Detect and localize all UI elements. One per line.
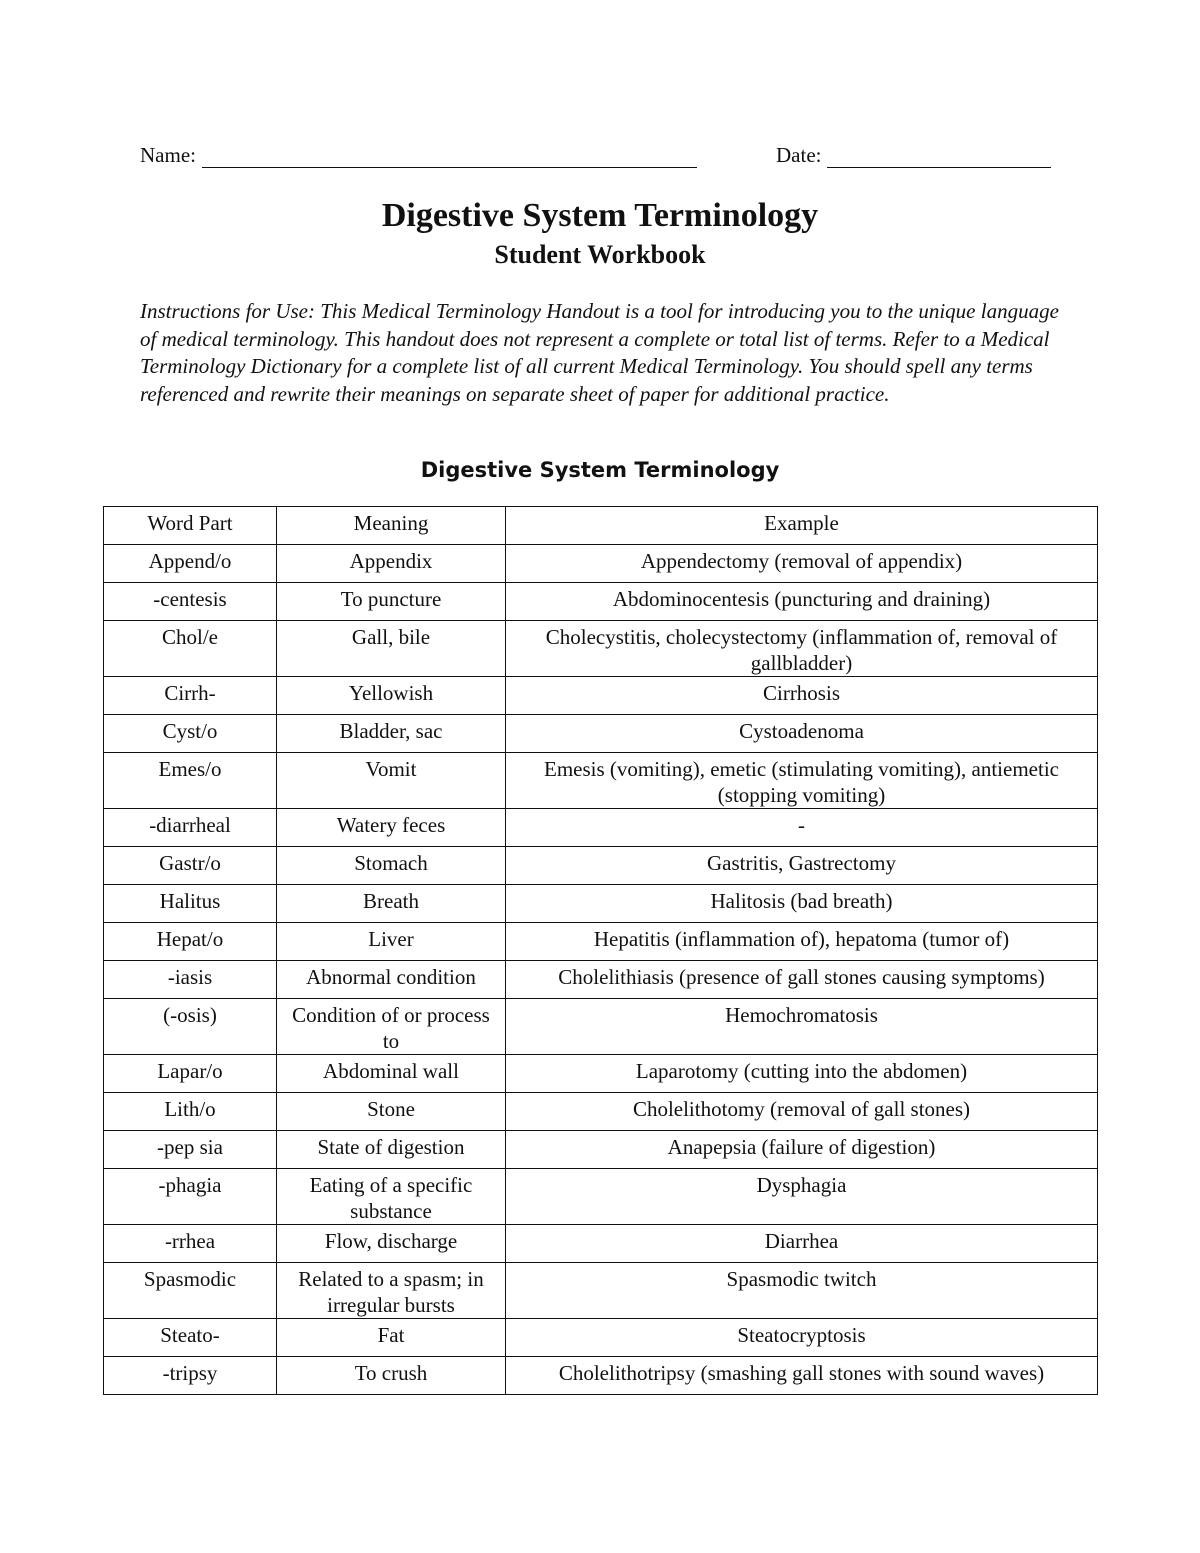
example-cell: Halitosis (bad breath) (506, 885, 1098, 923)
meaning-cell: Eating of a specific substance (277, 1169, 506, 1225)
table-row (104, 1225, 1098, 1263)
meaning-cell: Condition of or process to (277, 999, 506, 1055)
table-row (104, 809, 1098, 847)
word-part-cell: Gastr/o (104, 847, 277, 885)
meaning-cell: Abdominal wall (277, 1055, 506, 1093)
example-cell: Hepatitis (inflammation of), hepatoma (tumor of) (506, 923, 1098, 961)
word-part-cell: -diarrheal (104, 809, 277, 847)
meaning-cell: Stone (277, 1093, 506, 1131)
meaning-cell: Yellowish (277, 677, 506, 715)
date-label: Date: (776, 143, 822, 167)
meaning-cell: Bladder, sac (277, 715, 506, 753)
word-part-cell: Hepat/o (104, 923, 277, 961)
word-part-cell: Steato- (104, 1319, 277, 1357)
meaning-cell: Breath (277, 885, 506, 923)
header-word-part: Word Part (104, 507, 277, 545)
date-field (776, 143, 1051, 168)
table-row (104, 1093, 1098, 1131)
meaning-cell: Gall, bile (277, 621, 506, 677)
meaning-cell: State of digestion (277, 1131, 506, 1169)
example-cell: Anapepsia (failure of digestion) (506, 1131, 1098, 1169)
meaning-cell: Liver (277, 923, 506, 961)
meaning-cell: Vomit (277, 753, 506, 809)
page-title: Digestive System Terminology (381, 197, 819, 234)
table-row (104, 999, 1098, 1055)
example-cell: Cholelithotomy (removal of gall stones) (506, 1093, 1098, 1131)
meaning-cell: Stomach (277, 847, 506, 885)
meaning-cell: To puncture (277, 583, 506, 621)
table-row (104, 1263, 1098, 1319)
table-row (104, 1357, 1098, 1395)
word-part-cell: Cirrh- (104, 677, 277, 715)
table-row (104, 715, 1098, 753)
header-meaning: Meaning (277, 507, 506, 545)
table-row (104, 1319, 1098, 1357)
word-part-cell: -tripsy (104, 1357, 277, 1395)
word-part-cell: -iasis (104, 961, 277, 999)
word-part-cell: (-osis) (104, 999, 277, 1055)
example-cell: Cholecystitis, cholecystectomy (inflammation of, removal of gallbladder) (506, 621, 1098, 677)
example-cell: Cirrhosis (506, 677, 1098, 715)
table-row (104, 847, 1098, 885)
word-part-cell: Lapar/o (104, 1055, 277, 1093)
example-cell: - (506, 809, 1098, 847)
example-cell: Emesis (vomiting), emetic (stimulating vomiting), antiemetic (stopping vomiting) (506, 753, 1098, 809)
name-date-line (140, 143, 1060, 173)
table-row (104, 885, 1098, 923)
example-cell: Gastritis, Gastrectomy (506, 847, 1098, 885)
example-cell: Cholelithotripsy (smashing gall stones with sound waves) (506, 1357, 1098, 1395)
example-cell: Appendectomy (removal of appendix) (506, 545, 1098, 583)
example-cell: Abdominocentesis (puncturing and draining) (506, 583, 1098, 621)
table-row (104, 961, 1098, 999)
page-subtitle: Student Workbook (494, 240, 706, 269)
meaning-cell: To crush (277, 1357, 506, 1395)
table-row (104, 753, 1098, 809)
table-row (104, 1169, 1098, 1225)
word-part-cell: Spasmodic (104, 1263, 277, 1319)
meaning-cell: Related to a spasm; in irregular bursts (277, 1263, 506, 1319)
example-cell: Spasmodic twitch (506, 1263, 1098, 1319)
meaning-cell: Appendix (277, 545, 506, 583)
table-header-row (104, 507, 1098, 545)
word-part-cell: -centesis (104, 583, 277, 621)
word-part-cell: -rrhea (104, 1225, 277, 1263)
meaning-cell: Abnormal condition (277, 961, 506, 999)
meaning-cell: Flow, discharge (277, 1225, 506, 1263)
example-cell: Hemochromatosis (506, 999, 1098, 1055)
word-part-cell: Cyst/o (104, 715, 277, 753)
example-cell: Laparotomy (cutting into the abdomen) (506, 1055, 1098, 1093)
example-cell: Cholelithiasis (presence of gall stones causing symptoms) (506, 961, 1098, 999)
name-blank (202, 147, 697, 168)
table-row (104, 677, 1098, 715)
table-row (104, 621, 1098, 677)
header-example: Example (506, 507, 1098, 545)
table-row (104, 583, 1098, 621)
table-row (104, 1055, 1098, 1093)
example-cell: Dysphagia (506, 1169, 1098, 1225)
example-cell: Diarrhea (506, 1225, 1098, 1263)
terminology-table (103, 506, 1098, 1395)
word-part-cell: Emes/o (104, 753, 277, 809)
instructions-paragraph: Instructions for Use: This Medical Terminology Handout is a tool for introducing you to the unique language of medical terminology. This handout does not represent a complete or total list of terms. Refer to a Medical Terminology Dictionary for a complete list of all current Medical Terminology. You should spell any terms referenced and rewrite their meanings on separate sheet of paper for additional practice. (140, 299, 1059, 406)
name-field (140, 143, 697, 168)
table-row (104, 923, 1098, 961)
meaning-cell: Watery feces (277, 809, 506, 847)
word-part-cell: Chol/e (104, 621, 277, 677)
example-cell: Steatocryptosis (506, 1319, 1098, 1357)
word-part-cell: Halitus (104, 885, 277, 923)
word-part-cell: -pep sia (104, 1131, 277, 1169)
date-blank (827, 147, 1051, 168)
name-label: Name: (140, 143, 196, 167)
meaning-cell: Fat (277, 1319, 506, 1357)
word-part-cell: -phagia (104, 1169, 277, 1225)
table-row (104, 545, 1098, 583)
example-cell: Cystoadenoma (506, 715, 1098, 753)
table-row (104, 1131, 1098, 1169)
table-title: Digestive System Terminology (420, 458, 780, 482)
word-part-cell: Append/o (104, 545, 277, 583)
word-part-cell: Lith/o (104, 1093, 277, 1131)
